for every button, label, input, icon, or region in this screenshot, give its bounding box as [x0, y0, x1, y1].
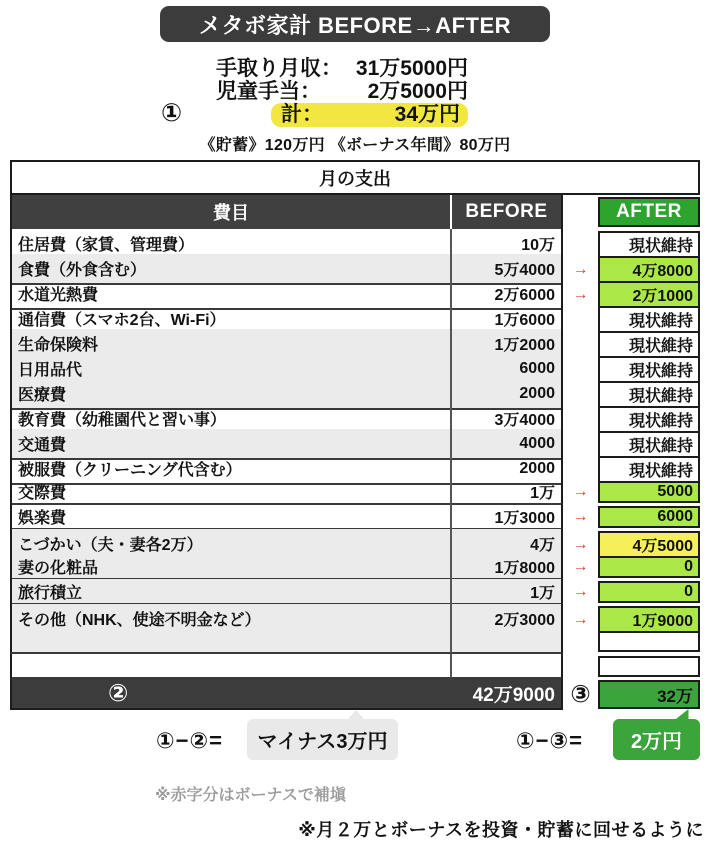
expense-after-value: 現状維持	[598, 431, 700, 458]
expense-after-value: 現状維持	[598, 456, 700, 483]
expense-item-label	[10, 629, 452, 654]
expense-before-value: 4万	[452, 529, 563, 560]
table-row	[10, 479, 700, 504]
table-row	[10, 404, 700, 429]
expense-item-label: 通信費（スマホ2台、Wi-Fi）	[10, 304, 452, 335]
table-row	[10, 604, 700, 629]
summary-section	[0, 719, 710, 769]
table-row	[10, 229, 700, 254]
income-total-value: 34万円	[394, 103, 460, 126]
expense-before-value	[452, 654, 563, 679]
expense-before-value: 1万	[452, 579, 563, 605]
expense-before-value: 2万6000	[452, 279, 563, 310]
summary-right-result: 2万円	[613, 719, 700, 760]
savings-note: 《貯蓄》120万円 《ボーナス年間》80万円	[199, 137, 511, 154]
table-row	[10, 629, 700, 654]
expense-before-value: 1万	[452, 479, 563, 505]
expense-before-value: 1万2000	[452, 329, 563, 360]
expense-after-value: 現状維持	[598, 406, 700, 433]
expense-item-label	[10, 654, 452, 679]
expense-item-label: 妻の化粧品	[10, 554, 452, 580]
total-marker-after: ③	[570, 681, 591, 708]
expense-before-value: 5万4000	[452, 254, 563, 285]
table-row	[10, 579, 700, 604]
change-arrow-icon: →	[572, 610, 589, 628]
income-row	[216, 80, 468, 103]
summary-left-result: マイナス3万円	[247, 719, 398, 760]
expense-item-label: 教育費（幼稚園代と習い事）	[10, 404, 452, 435]
column-header-after: AFTER	[598, 197, 700, 227]
expense-before-value	[452, 629, 563, 654]
table-row	[10, 379, 700, 404]
expense-before-value: 2000	[452, 379, 563, 410]
expense-after-value: 4万8000	[598, 256, 700, 283]
expense-before-value: 1万6000	[452, 304, 563, 335]
expense-before-value: 1万8000	[452, 554, 563, 580]
table-row	[10, 554, 700, 579]
table-total-row	[10, 679, 700, 710]
expense-after-value: 5000	[598, 481, 700, 503]
column-header-before: BEFORE	[452, 195, 563, 229]
change-arrow-icon: →	[572, 483, 589, 500]
change-arrow-icon: →	[572, 260, 589, 278]
expense-item-label: 旅行積立	[10, 579, 452, 605]
income-section	[0, 57, 710, 155]
expense-before-value: 4000	[452, 429, 563, 460]
closing-note: ※月２万とボーナスを投資・貯蓄に回せるように	[298, 820, 704, 840]
summary-left-equation: ①−②=	[156, 728, 223, 753]
total-marker-before: ②	[108, 679, 129, 707]
expense-item-label: 交通費	[10, 429, 452, 460]
expense-item-label: 食費（外食含む）	[10, 254, 452, 285]
expense-before-value: 1万3000	[452, 504, 563, 530]
table-caption: 月の支出	[10, 160, 700, 195]
expense-item-label: 交際費	[10, 479, 452, 505]
table-row	[10, 529, 700, 554]
expense-after-value: 現状維持	[598, 381, 700, 408]
expense-after-value: 現状維持	[598, 231, 700, 258]
expense-after-value: 現状維持	[598, 306, 700, 333]
table-body	[10, 229, 700, 679]
table-row	[10, 329, 700, 354]
income-label: 児童手当：	[216, 80, 321, 103]
change-arrow-icon: →	[572, 285, 589, 303]
change-arrow-icon: →	[572, 535, 589, 553]
expense-after-value: 0	[598, 581, 700, 603]
table-row	[10, 504, 700, 529]
total-before-value: 42万9000	[472, 685, 555, 706]
income-total-marker: ①	[161, 99, 183, 127]
income-total-highlight	[271, 103, 468, 127]
total-after-value: 32万	[598, 680, 700, 709]
expense-after-value: 現状維持	[598, 356, 700, 383]
expense-item-label: 娯楽費	[10, 504, 452, 530]
change-arrow-icon	[563, 629, 598, 654]
title-banner: メタボ家計 BEFORE→AFTER	[160, 6, 550, 42]
expense-after-value	[598, 631, 700, 652]
expense-item-label: 被服費（クリーニング代含む）	[10, 454, 452, 485]
expense-before-value: 2000	[452, 454, 563, 485]
change-arrow-icon	[563, 654, 598, 679]
expense-after-value: 4万5000	[598, 531, 700, 558]
table-row	[10, 354, 700, 379]
expense-item-label: 住居費（家賃、管理費）	[10, 229, 452, 260]
expense-after-value: 0	[598, 556, 700, 578]
change-arrow-icon: →	[572, 508, 589, 525]
income-total-label: 計：	[281, 103, 323, 126]
table-header-row	[10, 195, 700, 229]
summary-right-equation: ①−③=	[516, 728, 583, 753]
expense-after-value: 1万9000	[598, 606, 700, 633]
income-total-row	[216, 103, 468, 127]
header-gap	[563, 195, 598, 229]
table-row	[10, 429, 700, 454]
expense-before-value: 3万4000	[452, 404, 563, 435]
change-arrow-icon: →	[572, 583, 589, 600]
expense-item-label: 日用品代	[10, 354, 452, 385]
column-header-item: 費目	[10, 195, 452, 229]
table-row	[10, 279, 700, 304]
income-row	[216, 57, 468, 80]
expense-before-value: 2万3000	[452, 604, 563, 635]
expense-table	[10, 160, 700, 710]
expense-after-value: 2万1000	[598, 281, 700, 308]
expense-item-label: 水道光熱費	[10, 279, 452, 310]
table-row	[10, 254, 700, 279]
expense-after-value: 6000	[598, 506, 700, 528]
change-arrow-icon: →	[572, 558, 589, 575]
income-label: 手取り月収：	[216, 57, 342, 80]
expense-after-value: 現状維持	[598, 331, 700, 358]
deficit-note: ※赤字分はボーナスで補塡	[155, 787, 346, 804]
income-value: 31万5000円	[355, 57, 468, 80]
expense-before-value: 10万	[452, 229, 563, 260]
table-row	[10, 654, 700, 679]
expense-before-value: 6000	[452, 354, 563, 385]
expense-item-label: その他（NHK、使途不明金など）	[10, 604, 452, 635]
table-row	[10, 304, 700, 329]
table-row	[10, 454, 700, 479]
expense-item-label: こづかい（夫・妻各2万）	[10, 529, 452, 560]
income-value: 2万5000円	[367, 80, 468, 103]
expense-item-label: 生命保険料	[10, 329, 452, 360]
expense-item-label: 医療費	[10, 379, 452, 410]
expense-after-value	[598, 656, 700, 677]
